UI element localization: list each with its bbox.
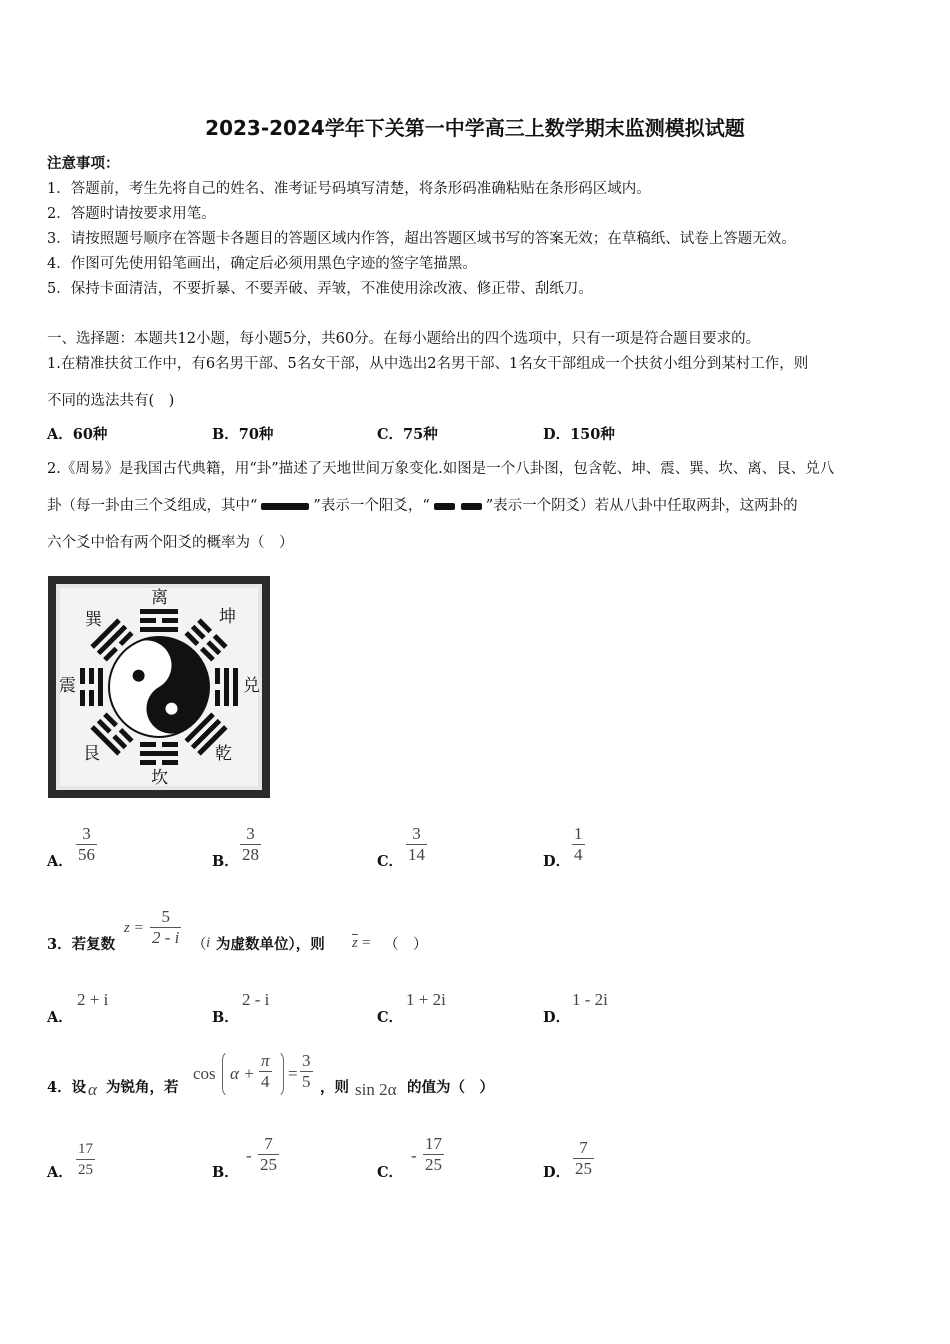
- q4-option-a-fraction: [76, 1139, 95, 1180]
- q4-option-b-fraction: [258, 1134, 279, 1175]
- q3-option-d-label: D．: [543, 1009, 571, 1026]
- denominator: 4: [574, 845, 583, 864]
- bagua-label-kan: 坎: [151, 768, 168, 788]
- notice-item-2: 2．答题时请按要求用笔。: [47, 206, 216, 222]
- q4-mid1: 为锐角，若: [106, 1079, 179, 1096]
- q1-option-d: D．150种: [543, 426, 615, 443]
- q4-option-d-label: D．: [543, 1164, 571, 1181]
- q4-alpha: α: [88, 1080, 97, 1099]
- q2-option-b-fraction: [240, 824, 261, 865]
- denominator: 5: [302, 1072, 311, 1091]
- q2-line2-part-c: ”表示一个阴爻）若从八卦中任取两卦，这两卦的: [485, 498, 798, 514]
- bagua-diagram: [47, 575, 271, 799]
- denominator: 4: [261, 1072, 270, 1091]
- numerator: 3: [82, 824, 91, 843]
- q2-option-a-fraction: [76, 824, 97, 865]
- q3-mid1: （: [192, 937, 207, 953]
- q2-text-line2: [47, 494, 798, 515]
- q2-option-c-fraction: [406, 824, 427, 865]
- q3-suffix: （ ）: [384, 937, 428, 953]
- denominator: 28: [242, 845, 259, 864]
- q3-option-c-value: 1 + 2i: [406, 990, 446, 1009]
- q3-prefix: 3．若复数: [47, 936, 116, 953]
- bagua-label-gen: 艮: [83, 744, 100, 764]
- q4-option-b-label: B．: [212, 1164, 239, 1181]
- yin-yao-icon: [434, 503, 482, 510]
- page-title: 2023-2024学年下关第一中学高三上数学期末监测模拟试题: [205, 116, 745, 140]
- numerator: 7: [579, 1138, 588, 1157]
- q4-pi-fraction: [259, 1051, 272, 1092]
- q1-option-b: B．70种: [212, 426, 274, 443]
- numerator: 17: [78, 1141, 93, 1157]
- numerator: π: [261, 1051, 270, 1070]
- q4-rhs-fraction: [300, 1051, 313, 1092]
- q1-option-a: A．60种: [47, 426, 108, 443]
- q4-sin2a: sin 2α: [355, 1080, 397, 1099]
- notice-item-1: 1．答题前，考生先将自己的姓名、准考证号码填写清楚，将条形码准确粘贴在条形码区域内。: [47, 181, 651, 197]
- q3-z-eq: z =: [124, 920, 144, 936]
- q4-cos: cos: [193, 1064, 216, 1083]
- numerator: 3: [302, 1051, 311, 1070]
- q4-prefix: 4．设: [47, 1079, 87, 1096]
- yang-yao-icon: [261, 503, 309, 510]
- denominator: 25: [575, 1159, 592, 1178]
- q2-line2-part-a: 卦（每一卦由三个爻组成，其中“: [47, 498, 258, 514]
- q3-zbar: $\overline{z}$: [352, 935, 358, 951]
- q3-option-b-value: 2 - i: [242, 990, 270, 1009]
- q1-text-line2: 不同的选法共有( ): [47, 393, 175, 409]
- q3-mid2: 为虚数单位），则: [216, 936, 325, 953]
- q4-option-c-sign: -: [411, 1146, 417, 1165]
- denominator: 25: [260, 1155, 277, 1174]
- denominator: 25: [78, 1162, 93, 1178]
- numerator: 17: [425, 1134, 442, 1153]
- bagua-figure: [47, 575, 271, 799]
- q2-option-d-label: D．: [543, 853, 571, 870]
- q4-mid2: ，则: [320, 1079, 349, 1096]
- denominator: 56: [78, 845, 95, 864]
- q2-option-a-label: A．: [47, 853, 73, 870]
- q1-option-c: C．75种: [377, 426, 438, 443]
- q4-eq: =: [288, 1064, 298, 1083]
- section-heading: 一、选择题：本题共12小题，每小题5分，共60分。在每小题给出的四个选项中，只有一项是符合题目要求的。: [47, 331, 761, 347]
- numerator: 3: [246, 824, 255, 843]
- notice-item-5: 5．保持卡面清洁，不要折暴、不要弄破、弄皱，不准使用涂改液、修正带、刮纸刀。: [47, 281, 593, 297]
- bagua-label-xun: 巽: [85, 610, 102, 630]
- q2-text-line3: 六个爻中恰有两个阳爻的概率为（ ）: [47, 535, 294, 551]
- bagua-label-dui: 兑: [243, 676, 260, 696]
- denominator: 25: [425, 1155, 442, 1174]
- q4-option-d-fraction: [573, 1138, 594, 1179]
- bagua-label-li: 离: [151, 588, 168, 608]
- q3-option-a-label: A．: [47, 1009, 73, 1026]
- q4-option-c-label: C．: [377, 1164, 404, 1181]
- q3-option-d-value: 1 - 2i: [572, 990, 608, 1009]
- q4-suffix: 的值为（ ）: [407, 1079, 494, 1096]
- notice-heading: 注意事项：: [47, 155, 120, 172]
- q2-option-d-fraction: [572, 824, 585, 865]
- numerator: 3: [412, 824, 421, 843]
- q3-option-a-value: 2 + i: [77, 990, 109, 1009]
- numerator: 7: [264, 1134, 273, 1153]
- q3-i: i: [206, 935, 211, 951]
- q3-option-c-label: C．: [377, 1009, 404, 1026]
- notice-item-4: 4．作图可先使用铅笔画出，确定后必须用黑色字迹的签字笔描黑。: [47, 256, 477, 272]
- q3-eq: =: [362, 935, 371, 951]
- notice-item-3: 3．请按照题号顺序在答题卡各题目的答题区域内作答，超出答题区域书写的答案无效；在草稿纸、试卷上答题无效。: [47, 231, 796, 247]
- q1-text-line1: 1.在精准扶贫工作中，有6名男干部、5名女干部，从中选出2名男干部、1名女干部组成一个扶贫小组分到某村工作，则: [47, 356, 809, 372]
- q4-option-b-sign: -: [246, 1146, 252, 1165]
- q2-line2-part-b: ”表示一个阳爻，“: [313, 498, 430, 514]
- numerator: 1: [574, 824, 583, 843]
- q4-option-a-label: A．: [47, 1164, 73, 1181]
- q4-option-c-fraction: [423, 1134, 444, 1175]
- q2-option-b-label: B．: [212, 853, 239, 870]
- q2-option-c-label: C．: [377, 853, 404, 870]
- q4-inner-left: α +: [230, 1064, 255, 1083]
- bagua-label-zhen: 震: [59, 676, 76, 696]
- numerator: 5: [161, 907, 170, 926]
- denominator: 2 - i: [152, 928, 180, 947]
- q2-text-line1: 2.《周易》是我国古代典籍，用“卦”描述了天地世间万象变化.如图是一个八卦图，包含乾、坤、震、巽、坎、离、艮、兑八: [47, 461, 835, 477]
- q3-fraction: [150, 907, 181, 948]
- bagua-label-kun: 坤: [219, 607, 236, 627]
- denominator: 14: [408, 845, 425, 864]
- bagua-label-qian: 乾: [215, 744, 232, 764]
- q3-option-b-label: B．: [212, 1009, 239, 1026]
